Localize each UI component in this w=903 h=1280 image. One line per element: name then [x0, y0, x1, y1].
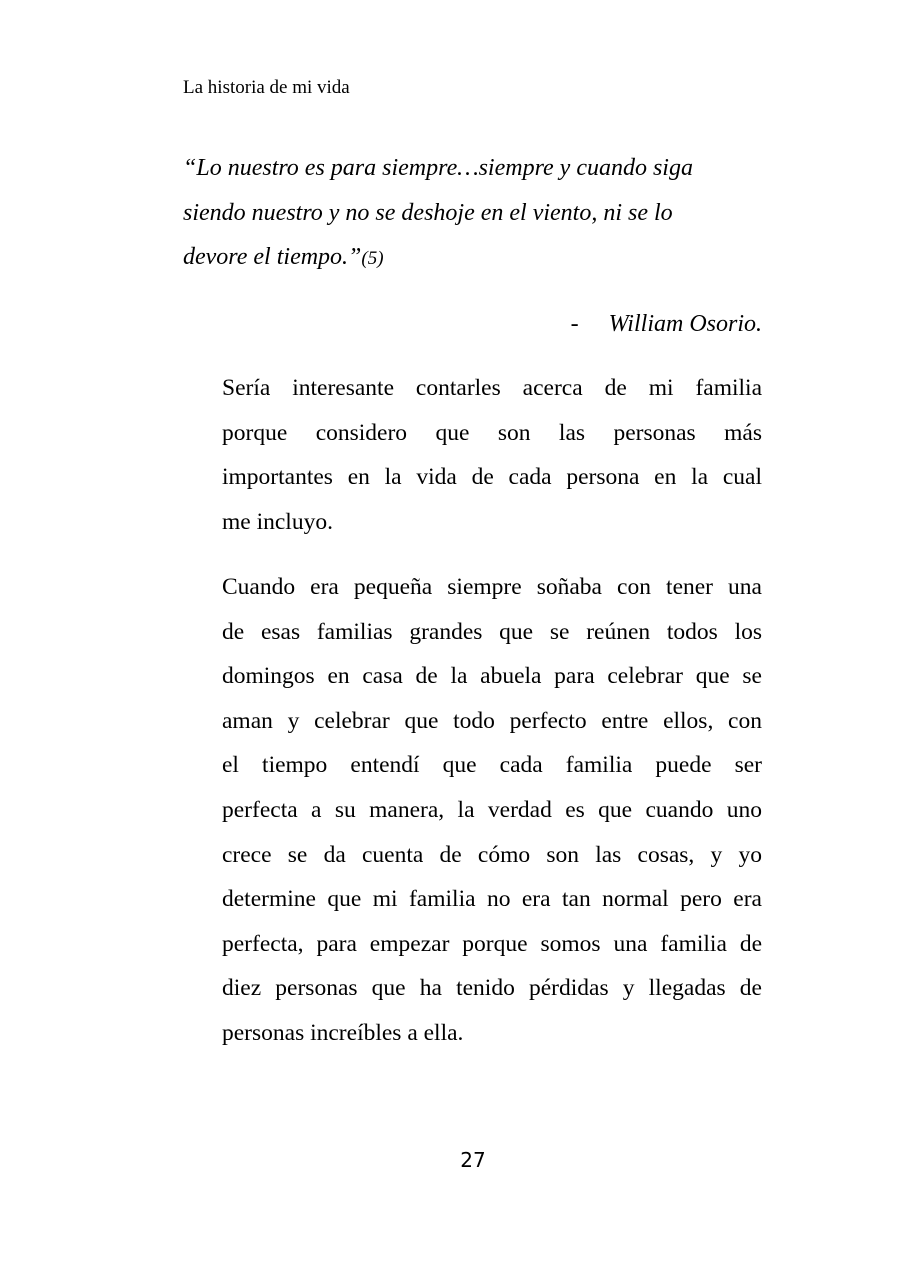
footnote-reference: (5)	[361, 248, 384, 269]
attribution-author: William Osorio.	[608, 311, 762, 337]
paragraph-line: Cuando era pequeña siempre soñaba con tener una	[222, 574, 762, 600]
paragraph-line: me incluyo.	[222, 508, 333, 535]
paragraph-line: de esas familias grandes que se reúnen todos los	[222, 618, 762, 645]
epigraph-quote	[183, 146, 763, 282]
paragraph-line: crece se da cuenta de cómo son las cosas, y yo	[222, 841, 762, 868]
epigraph-attribution	[183, 304, 762, 344]
paragraph-line: aman y celebrar que todo perfecto entre ellos, con	[222, 707, 762, 734]
epigraph-line-text: devore el tiempo.”	[183, 244, 362, 270]
paragraph-line: perfecta, para empezar porque somos una familia de	[222, 930, 762, 957]
body-paragraph-2	[222, 565, 762, 1056]
paragraph-line: determine que mi familia no era tan normal pero era	[222, 886, 762, 913]
epigraph-line-last	[183, 235, 763, 282]
attribution-dash: -	[570, 311, 579, 337]
paragraph-line: personas increíbles a ella.	[222, 1019, 464, 1046]
paragraph-line: Sería interesante contarles acerca de mi familia	[222, 375, 762, 401]
page-number: 27	[460, 1148, 486, 1172]
epigraph-line: siendo nuestro y no se deshoje en el viento, ni se lo	[183, 199, 673, 226]
epigraph-line: “Lo nuestro es para siempre…siempre y cuando siga	[183, 155, 693, 181]
body-paragraph-1	[222, 366, 762, 544]
paragraph-line: domingos en casa de la abuela para celebrar que se	[222, 663, 762, 690]
paragraph-line: diez personas que ha tenido pérdidas y llegadas de	[222, 975, 762, 1002]
running-header: La historia de mi vida	[183, 77, 350, 98]
paragraph-line: porque considero que son las personas más	[222, 419, 762, 446]
paragraph-line: el tiempo entendí que cada familia puede ser	[222, 752, 762, 779]
paragraph-line: perfecta a su manera, la verdad es que cuando uno	[222, 796, 762, 823]
paragraph-line: importantes en la vida de cada persona en la cual	[222, 464, 762, 491]
